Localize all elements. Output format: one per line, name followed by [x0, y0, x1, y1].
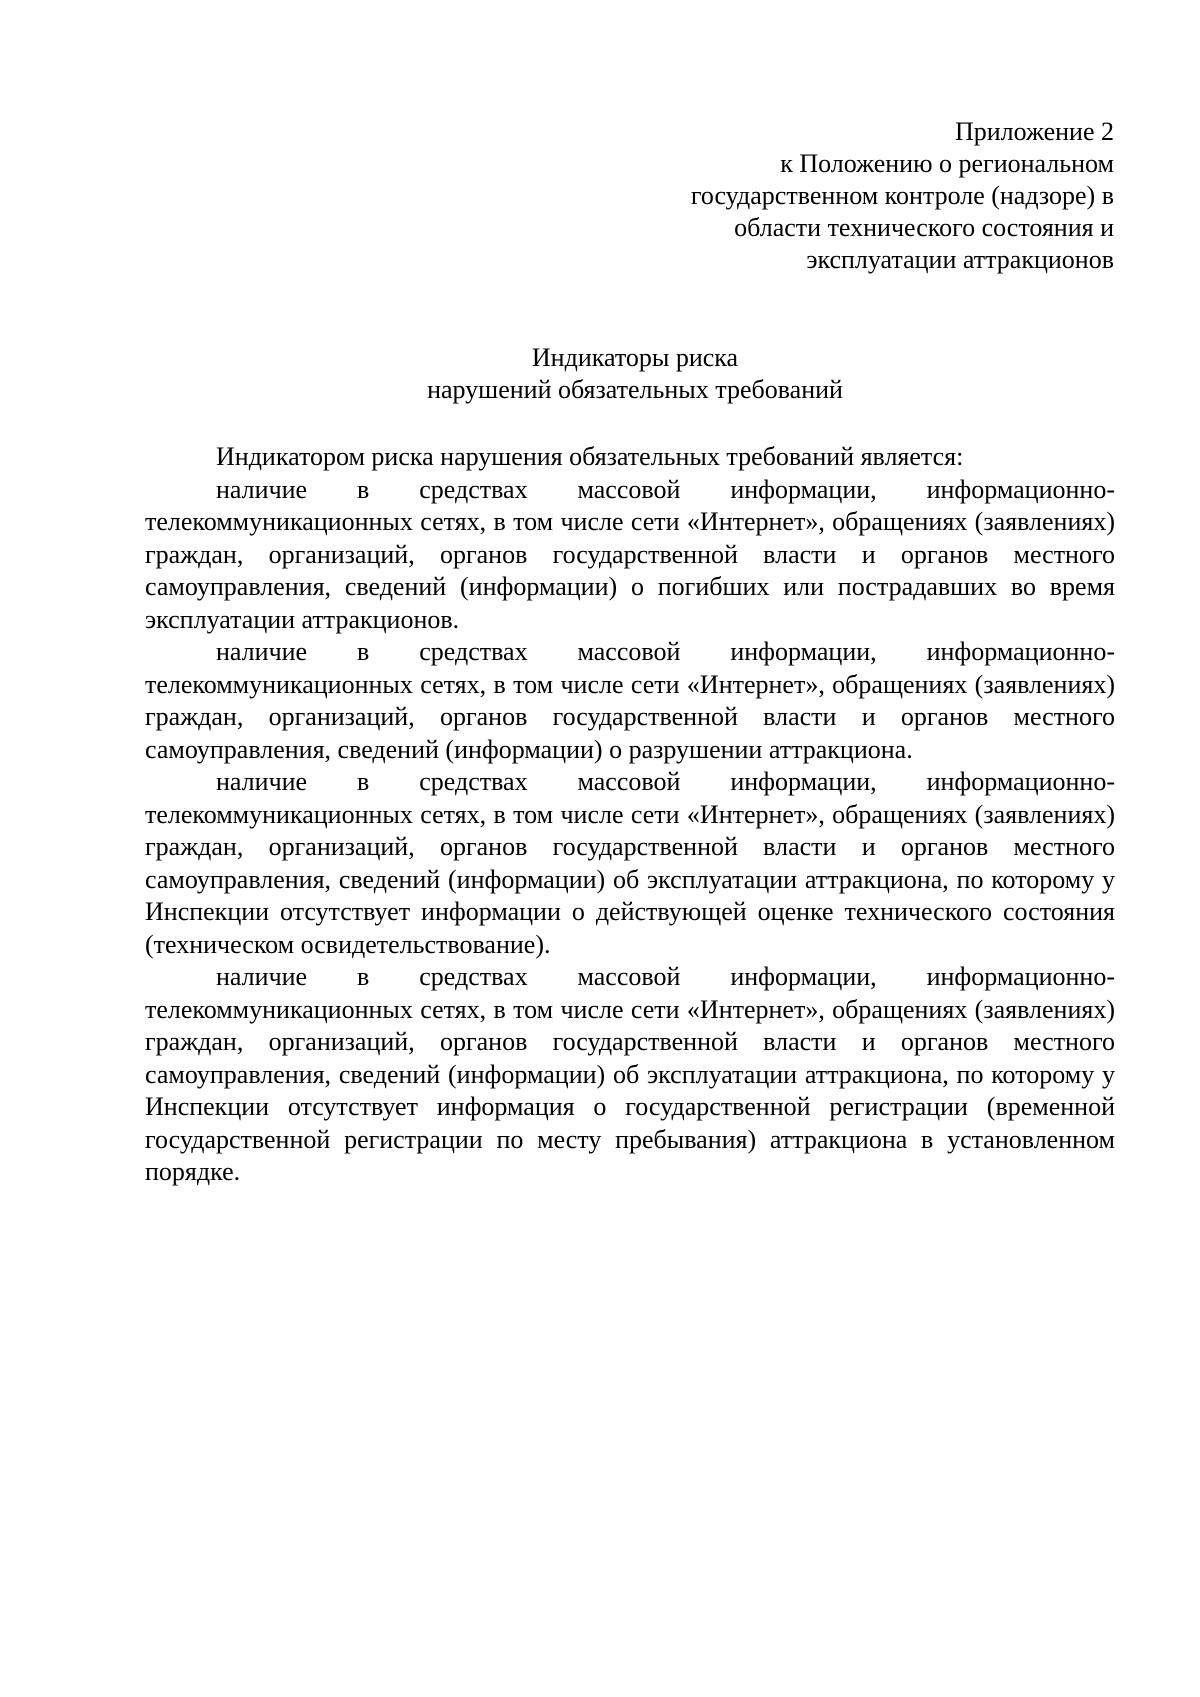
appendix-line: Приложение 2	[954, 117, 1114, 146]
appendix-line: государственном контроле (надзоре) в	[690, 181, 1114, 210]
body-paragraph: наличие в средствах массовой информации, информационно-телекоммуникационных сетях, в том числе сети «Интернет», обращениях (заявлениях) граждан, организаций, органов государственной власти и органов местного самоуправления, сведений (информации) об эксплуатации аттракциона, по которому у Инспекции отсутствует информация о государственной регистрации (временной государственной регистрации по месту пребывания) аттракциона в установленном порядке.	[145, 962, 1115, 1186]
body-paragraph: наличие в средствах массовой информации, информационно-телекоммуникационных сетях, в том числе сети «Интернет», обращениях (заявлениях) граждан, организаций, органов государственной власти и органов местного самоуправления, сведений (информации) о разрушении аттракциона.	[145, 637, 1115, 764]
appendix-header	[554, 116, 1114, 276]
intro-paragraph: Индикатором риска нарушения обязательных требований является:	[216, 442, 964, 471]
appendix-line: области технического состояния и	[734, 213, 1114, 242]
body-paragraph: наличие в средствах массовой информации, информационно-телекоммуникационных сетях, в том числе сети «Интернет», обращениях (заявлениях) граждан, организаций, органов государственной власти и органов местного самоуправления, сведений (информации) о погибших или пострадавших во время эксплуатации аттракционов.	[145, 474, 1115, 634]
document-title	[0, 342, 1200, 406]
title-line: Индикаторы риска	[531, 343, 739, 372]
appendix-line: эксплуатации аттракционов	[806, 245, 1114, 274]
appendix-line: к Положению о региональном	[780, 149, 1114, 178]
body-paragraph: наличие в средствах массовой информации, информационно-телекоммуникационных сетях, в том числе сети «Интернет», обращениях (заявлениях) граждан, организаций, органов государственной власти и органов местного самоуправления, сведений (информации) об эксплуатации аттракциона, по которому у Инспекции отсутствует информации о действующей оценке технического состояния (техническом освидетельствование).	[145, 767, 1115, 959]
title-line: нарушений обязательных требований	[427, 375, 843, 404]
document-body	[145, 441, 1115, 1189]
